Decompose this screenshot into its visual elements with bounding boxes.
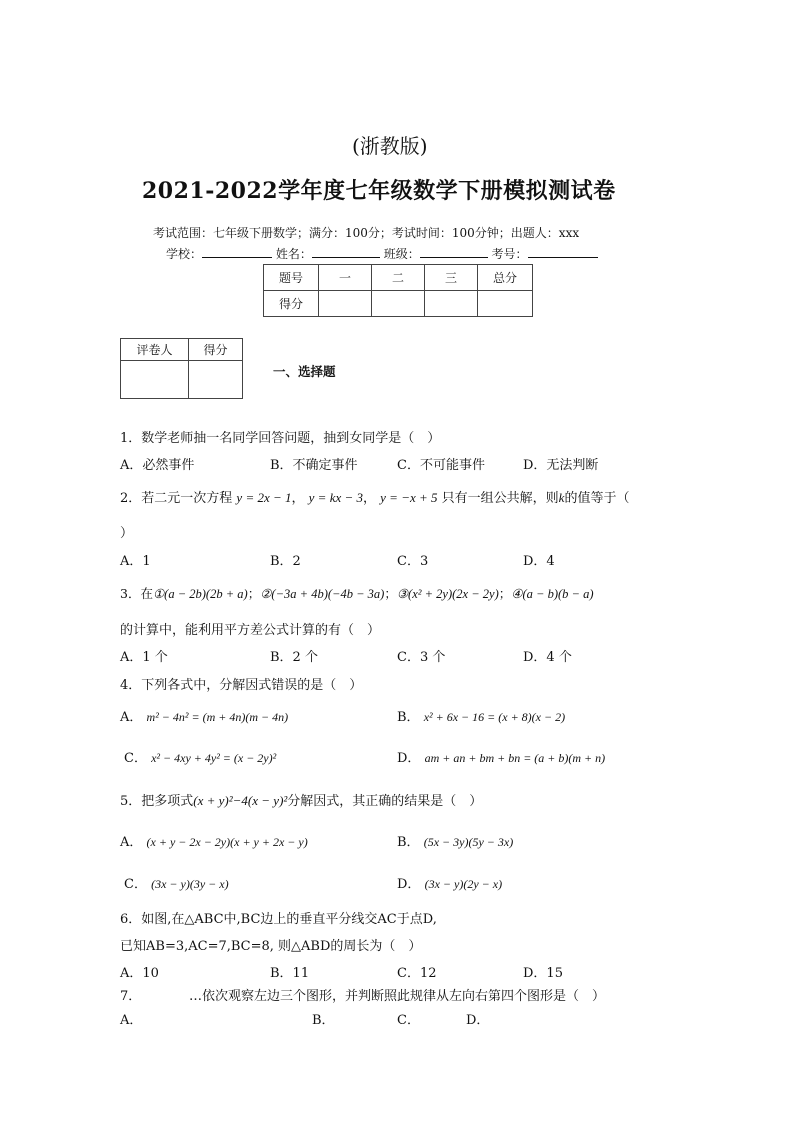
q6-option-a[interactable]: A．10	[120, 966, 159, 981]
q5-c-label: C．	[124, 877, 147, 892]
q4-option-c[interactable]	[124, 747, 276, 766]
q5-a-label: A．	[120, 835, 143, 850]
question-1-stem: 1．数学老师抽一名同学回答问题，抽到女同学是（ ）	[120, 431, 441, 446]
q3-option-d[interactable]: D．4 个	[523, 650, 572, 665]
exam-no-label: 考号：	[491, 247, 528, 261]
score-table	[263, 264, 533, 317]
q2-option-d[interactable]: D．4	[523, 554, 555, 569]
score-header-cell: 二	[372, 265, 425, 291]
question-6-line-1: 6．如图,在△ABC中,BC边上的垂直平分线交AC于点D,	[120, 912, 437, 927]
q5-b-expr: (5x − 3y)(5y − 3x)	[423, 835, 514, 849]
q4-option-d[interactable]	[397, 747, 605, 766]
score-header-cell: 三	[425, 265, 478, 291]
question-3-stem	[120, 584, 594, 602]
q2-option-b[interactable]: B．2	[270, 554, 301, 569]
q3-option-a[interactable]: A．1 个	[120, 650, 168, 665]
q6-option-c[interactable]: C．12	[397, 966, 437, 981]
school-blank[interactable]	[202, 245, 272, 258]
q4-b-label: B．	[397, 710, 420, 725]
question-4-stem: 4．下列各式中，分解因式错误的是（ ）	[120, 678, 363, 693]
score-cell[interactable]	[319, 291, 372, 317]
grader-header-cell: 评卷人	[121, 339, 189, 361]
q5-text: 5．把多项式	[120, 794, 194, 809]
q2-option-a[interactable]: A．1	[120, 554, 151, 569]
q6-option-b[interactable]: B．11	[270, 966, 310, 981]
q5-option-b[interactable]	[397, 831, 513, 850]
q3-item-2: ②(−3a + 4b)(−4b − 3a)	[260, 587, 385, 601]
q3-item-3: ③(x² + 2y)(2x − 2y)	[396, 587, 499, 601]
q2-stem-close: ）	[120, 526, 134, 541]
student-info-fields	[166, 245, 598, 262]
q7-option-c[interactable]: C．	[397, 1013, 420, 1028]
q1-option-d[interactable]: D．无法判断	[523, 458, 599, 473]
q4-c-expr: x² − 4xy + 4y² = (x − 2y)²	[151, 751, 277, 765]
name-blank[interactable]	[312, 245, 380, 258]
school-label: 学校：	[166, 247, 203, 261]
q4-c-label: C．	[124, 751, 147, 766]
q5-option-a[interactable]	[120, 831, 308, 850]
edition-label: (浙教版)	[352, 134, 428, 158]
question-2-stem: 2．若二元一次方程 y = 2x − 1， y = kx − 3， y = −x + 5 只有一组公共解，则k的值等于（	[120, 490, 630, 506]
q1-option-c[interactable]: C．不可能事件	[397, 458, 485, 473]
exam-info-line: 考试范围：七年级下册数学；满分：100分；考试时间：100分钟；出题人：xxx	[153, 226, 580, 240]
q4-d-expr: am + an + bm + bn = (a + b)(m + n)	[424, 751, 606, 765]
q5-a-expr: (x + y − 2x − 2y)(x + y + 2x − y)	[146, 835, 308, 849]
score-row-label: 得分	[264, 291, 319, 317]
q5-d-label: D．	[397, 877, 421, 892]
page-title: 2021-2022学年度七年级数学下册模拟测试卷	[142, 178, 616, 204]
q4-b-expr: x² + 6x − 16 = (x + 8)(x − 2)	[423, 710, 566, 724]
q4-d-label: D．	[397, 751, 421, 766]
q2-text: 只有一组公共解，则	[441, 491, 559, 506]
q2-variable-k: k	[558, 490, 565, 505]
q1-option-a[interactable]: A．必然事件	[120, 458, 195, 473]
grader-header-cell: 得分	[189, 339, 243, 361]
score-header-cell: 一	[319, 265, 372, 291]
exam-no-blank[interactable]	[528, 245, 598, 258]
q3-option-c[interactable]: C．3 个	[397, 650, 446, 665]
q2-equation-3: y = −x + 5	[380, 490, 438, 505]
q4-option-a[interactable]	[120, 706, 288, 725]
q3-text: 3．在	[120, 586, 153, 601]
class-label: 班级：	[383, 247, 420, 261]
q5-polynomial: (x + y)²−4(x − y)²	[193, 793, 288, 808]
q3-sep: ；	[498, 586, 512, 601]
q3-option-b[interactable]: B．2 个	[270, 650, 318, 665]
q3-stem-b: 的计算中，能利用平方差公式计算的有（ ）	[120, 623, 381, 638]
grader-cell[interactable]	[189, 361, 243, 399]
name-label: 姓名：	[275, 247, 312, 261]
score-cell[interactable]	[425, 291, 478, 317]
q6-option-d[interactable]: D．15	[523, 966, 563, 981]
q5-c-expr: (3x − y)(3y − x)	[151, 877, 229, 891]
q7-option-d[interactable]: D．	[466, 1013, 490, 1028]
q3-item-4: ④(a − b)(b − a)	[511, 587, 594, 601]
score-header-cell: 题号	[264, 265, 319, 291]
q3-item-1: ①(a − 2b)(2b + a)	[152, 587, 248, 601]
q3-sep: ；	[247, 586, 261, 601]
question-6-line-2: 已知AB=3,AC=7,BC=8, 则△ABD的周长为（ ）	[120, 939, 422, 954]
score-header-cell: 总分	[478, 265, 533, 291]
question-7-stem: …依次观察左边三个图形，并判断照此规律从左向右第四个图形是（ ）	[189, 989, 606, 1004]
q5-b-label: B．	[397, 835, 420, 850]
q4-option-b[interactable]	[397, 706, 565, 725]
score-cell[interactable]	[372, 291, 425, 317]
q4-a-label: A．	[120, 710, 143, 725]
q2-equation-1: y = 2x − 1	[236, 490, 292, 505]
q1-option-b[interactable]: B．不确定事件	[270, 458, 358, 473]
score-cell[interactable]	[478, 291, 533, 317]
q5-text: 分解因式，其正确的结果是（ ）	[287, 794, 483, 809]
q2-text: 2．若二元一次方程	[120, 491, 233, 506]
q2-text: 的值等于（	[564, 491, 630, 506]
q5-d-expr: (3x − y)(2y − x)	[424, 877, 503, 891]
question-5-stem	[120, 790, 482, 809]
q3-sep: ；	[384, 586, 397, 601]
grader-table	[120, 338, 243, 399]
q5-option-c[interactable]	[124, 873, 229, 892]
section-title: 一、选择题	[273, 364, 336, 379]
grader-cell[interactable]	[121, 361, 189, 399]
q5-option-d[interactable]	[397, 873, 502, 892]
q7-option-b[interactable]: B．	[312, 1013, 335, 1028]
question-7-number: 7．	[120, 989, 142, 1004]
q2-equation-2: y = kx − 3	[308, 490, 364, 505]
q7-option-a[interactable]: A．	[120, 1013, 143, 1028]
class-blank[interactable]	[420, 245, 488, 258]
q4-a-expr: m² − 4n² = (m + 4n)(m − 4n)	[146, 710, 289, 724]
q2-option-c[interactable]: C．3	[397, 554, 429, 569]
